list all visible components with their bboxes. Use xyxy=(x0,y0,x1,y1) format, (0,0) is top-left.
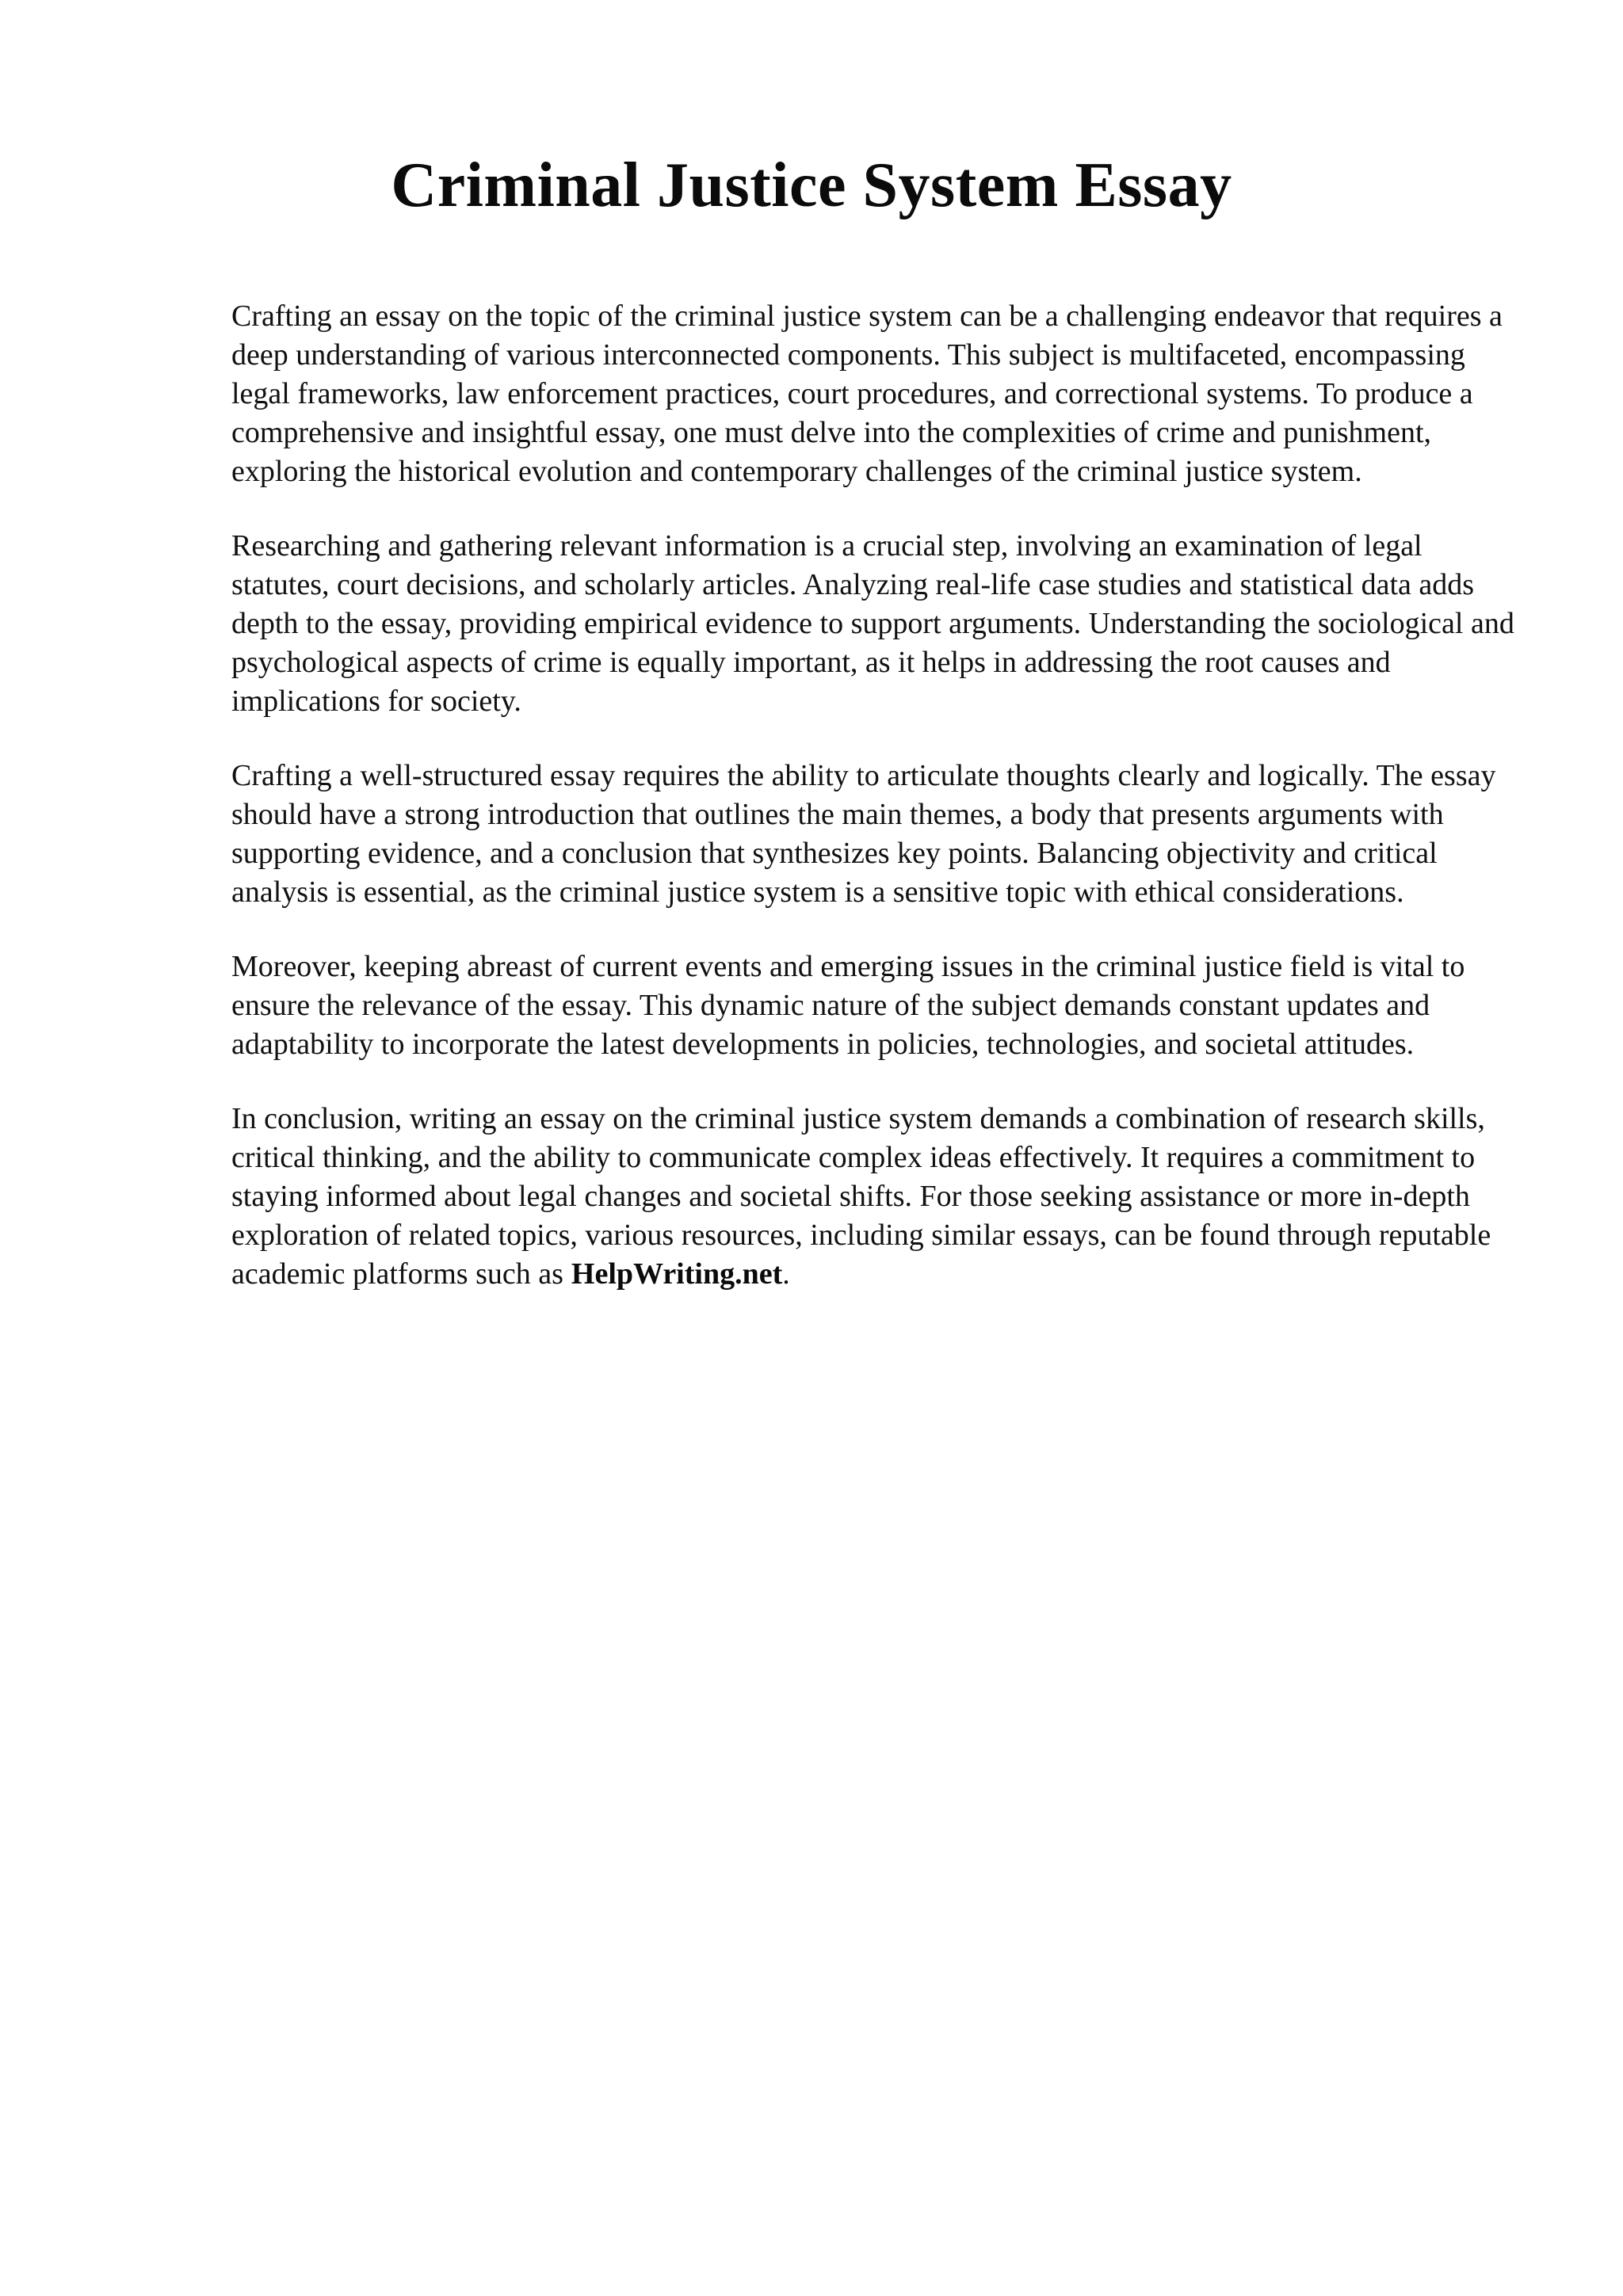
conclusion-text: In conclusion, writing an essay on the criminal justice system demands a combination of research skills, critical thinking, and the ability to communicate complex ideas effectively. It requires a commitment to staying informed about legal changes and societal shifts. For those seeking assistance or more in-depth exploration of related topics, various resources, including similar essays, can be found through reputable academic platforms such as xyxy=(231,1102,1491,1291)
paragraph-4: Moreover, keeping abreast of current events and emerging issues in the criminal justice field is vital to ensure the relevance of the essay. This dynamic nature of the subject demands constant updates and adaptability to incorporate the latest developments in policies, technologies, and societal attitudes. xyxy=(231,950,1465,1061)
helpwriting-link[interactable]: HelpWriting.net xyxy=(571,1257,783,1291)
paragraph-2: Researching and gathering relevant information is a crucial step, involving an examination of legal statutes, court decisions, and scholarly articles. Analyzing real-life case studies and statistical data adds depth to the essay, providing empirical evidence to support arguments. Understanding the sociological and psychological aspects of crime is equally important, as it helps in addressing the root causes and implications for society. xyxy=(231,529,1514,718)
paragraph-1: Crafting an essay on the topic of the criminal justice system can be a challenging endeavor that requires a deep understanding of various interconnected components. This subject is multifaceted, encompassing legal frameworks, law enforcement practices, court procedures, and correctional systems. To produce a comprehensive and insightful essay, one must delve into the complexities of crime and punishment, exploring the historical evolution and contemporary challenges of the criminal justice system. xyxy=(231,299,1503,488)
paragraph-5 xyxy=(231,1100,1523,1294)
document-title: Criminal Justice System Essay xyxy=(391,151,1232,220)
paragraph-3: Crafting a well-structured essay requires the ability to articulate thoughts clearly and logically. The essay should have a strong introduction that outlines the main themes, a body that presents arguments with supporting evidence, and a conclusion that synthesizes key points. Balancing objectivity and critical analysis is essential, as the criminal justice system is a sensitive topic with ethical considerations. xyxy=(231,759,1496,909)
document-body xyxy=(231,297,1523,1329)
conclusion-end: . xyxy=(782,1257,790,1291)
